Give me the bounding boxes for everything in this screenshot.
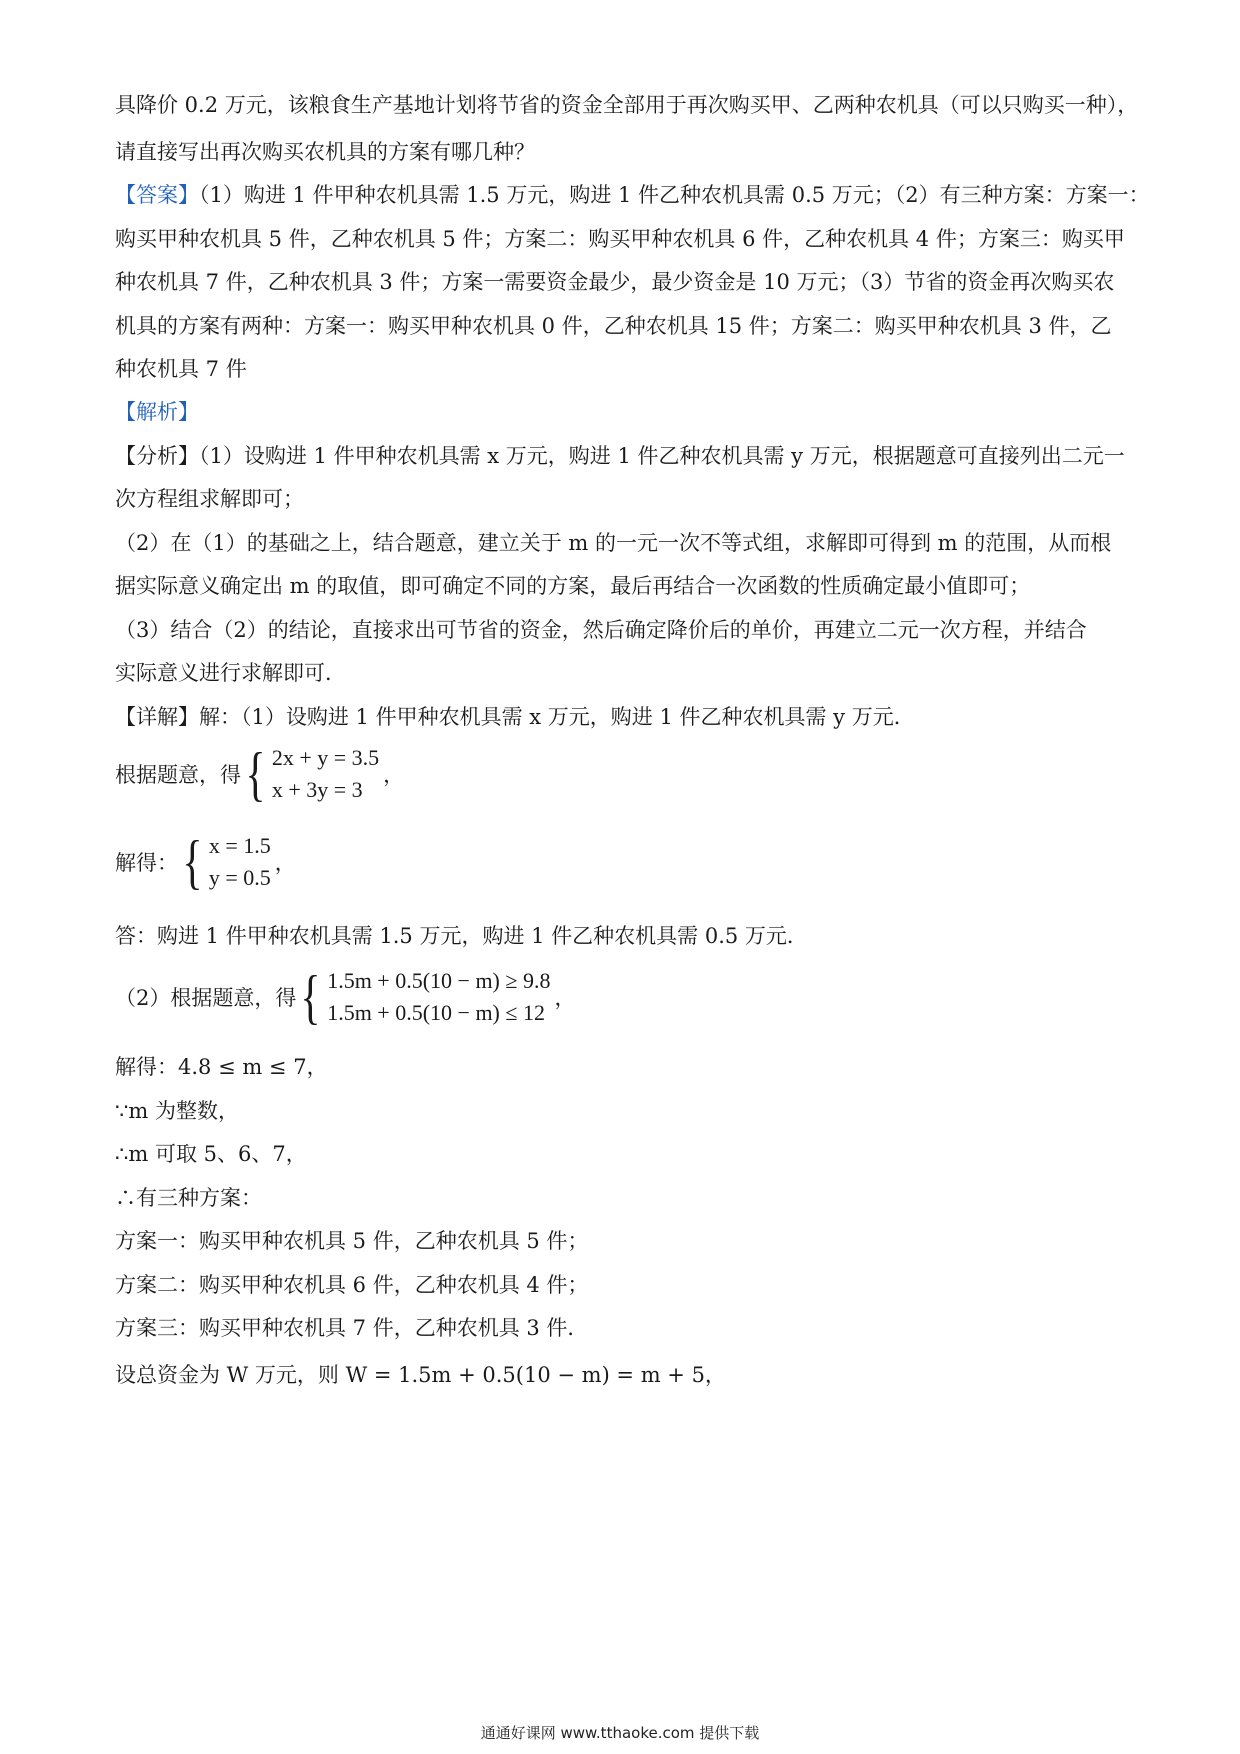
text-line: 答：购进 1 件甲种农机具需 1.5 万元，购进 1 件乙种农机具需 0.5 万元． bbox=[115, 924, 808, 948]
answer-tag: 【答案】 bbox=[115, 183, 199, 207]
text-line: 次方程组求解即可； bbox=[115, 487, 304, 511]
text-line: 机具的方案有两种：方案一：购买甲种农机具 0 件，乙种农机具 15 件；方案二：购买甲种农机具 3 件，乙 bbox=[115, 314, 1112, 338]
text-line: 【分析】（1）设购进 1 件甲种农机具需 x 万元，购进 1 件乙种农机具需 y 万元，根据题意可直接列出二元一 bbox=[115, 444, 1125, 468]
system-rows bbox=[272, 742, 379, 806]
system-prefix: 解得： bbox=[115, 851, 178, 875]
text-line: 解得：4.8 ≤ m ≤ 7， bbox=[115, 1055, 328, 1079]
text-line: ∴有三种方案： bbox=[115, 1186, 262, 1210]
system-prefix: 根据题意，得 bbox=[115, 763, 241, 787]
answer-paragraph bbox=[115, 180, 1150, 210]
text-line: 购买甲种农机具 5 件，乙种农机具 5 件；方案二：购买甲种农机具 6 件，乙种农机具 4 件；方案三：购买甲 bbox=[115, 227, 1125, 251]
text-line: 种农机具 7 件，乙种农机具 3 件；方案一需要资金最少，最少资金是 10 万元；（3）节省的资金再次购买农 bbox=[115, 270, 1115, 294]
text-line: 方案二：购买甲种农机具 6 件，乙种农机具 4 件； bbox=[115, 1273, 589, 1297]
text-line: 请直接写出再次购买农机具的方案有哪几种？ bbox=[115, 140, 535, 164]
equation-row: x = 1.5 bbox=[208, 833, 271, 858]
analysis-tag: 【解析】 bbox=[115, 400, 199, 424]
system-suffix: ， bbox=[383, 763, 405, 787]
text-line: ∴m 可取 5、6、7， bbox=[115, 1142, 307, 1166]
text-line: （3）结合（2）的结论，直接求出可节省的资金，然后确定降价后的单价，再建立二元一次方程，并结合 bbox=[115, 618, 1087, 642]
equation-system-2 bbox=[115, 830, 296, 894]
text-line: 实际意义进行求解即可． bbox=[115, 661, 346, 685]
equation-row: y = 0.5 bbox=[208, 865, 271, 890]
text-line: 设总资金为 W 万元，则 W = 1.5m + 0.5(10 − m) = m + 5， bbox=[115, 1363, 726, 1387]
page-footer: 通通好课网 www.tthaoke.com 提供下载 bbox=[480, 1724, 760, 1742]
inequality-system bbox=[115, 965, 575, 1029]
system-suffix: ， bbox=[274, 851, 296, 875]
equation-system-1 bbox=[115, 742, 404, 806]
equation-row: x + 3y = 3 bbox=[271, 777, 363, 802]
system-suffix: ， bbox=[554, 986, 576, 1010]
text-line: 方案三：购买甲种农机具 7 件，乙种农机具 3 件． bbox=[115, 1316, 589, 1340]
text-line: ∵m 为整数， bbox=[115, 1099, 239, 1123]
text-line: 【详解】解：（1）设购进 1 件甲种农机具需 x 万元，购进 1 件乙种农机具需 y 万元． bbox=[115, 705, 915, 729]
text-line: 具降价 0.2 万元，该粮食生产基地计划将节省的资金全部用于再次购买甲、乙两种农机具（可以只购买一种）， bbox=[115, 93, 1139, 117]
text-line: 据实际意义确定出 m 的取值，即可确定不同的方案，最后再结合一次函数的性质确定最小值即可； bbox=[115, 574, 1031, 598]
text-line: 种农机具 7 件 bbox=[115, 357, 247, 381]
brace-glyph: { bbox=[300, 964, 321, 1030]
system-rows bbox=[209, 830, 271, 894]
brace-glyph: { bbox=[245, 741, 266, 807]
brace-glyph: { bbox=[182, 829, 203, 895]
text-line: （1）购进 1 件甲种农机具需 1.5 万元，购进 1 件乙种农机具需 0.5 万元；（2）有三种方案：方案一： bbox=[199, 183, 1150, 207]
text-line: （2）在（1）的基础之上，结合题意，建立关于 m 的一元一次不等式组，求解即可得到 m 的范围，从而根 bbox=[115, 531, 1112, 555]
system-prefix: （2）根据题意，得 bbox=[115, 986, 297, 1010]
equation-row: 2x + y = 3.5 bbox=[271, 745, 380, 770]
text-line: 方案一：购买甲种农机具 5 件，乙种农机具 5 件； bbox=[115, 1229, 589, 1253]
system-rows bbox=[327, 965, 550, 1029]
inequality-row: 1.5m + 0.5(10 − m) ≥ 9.8 bbox=[327, 968, 551, 993]
inequality-row: 1.5m + 0.5(10 − m) ≤ 12 bbox=[327, 1000, 545, 1025]
